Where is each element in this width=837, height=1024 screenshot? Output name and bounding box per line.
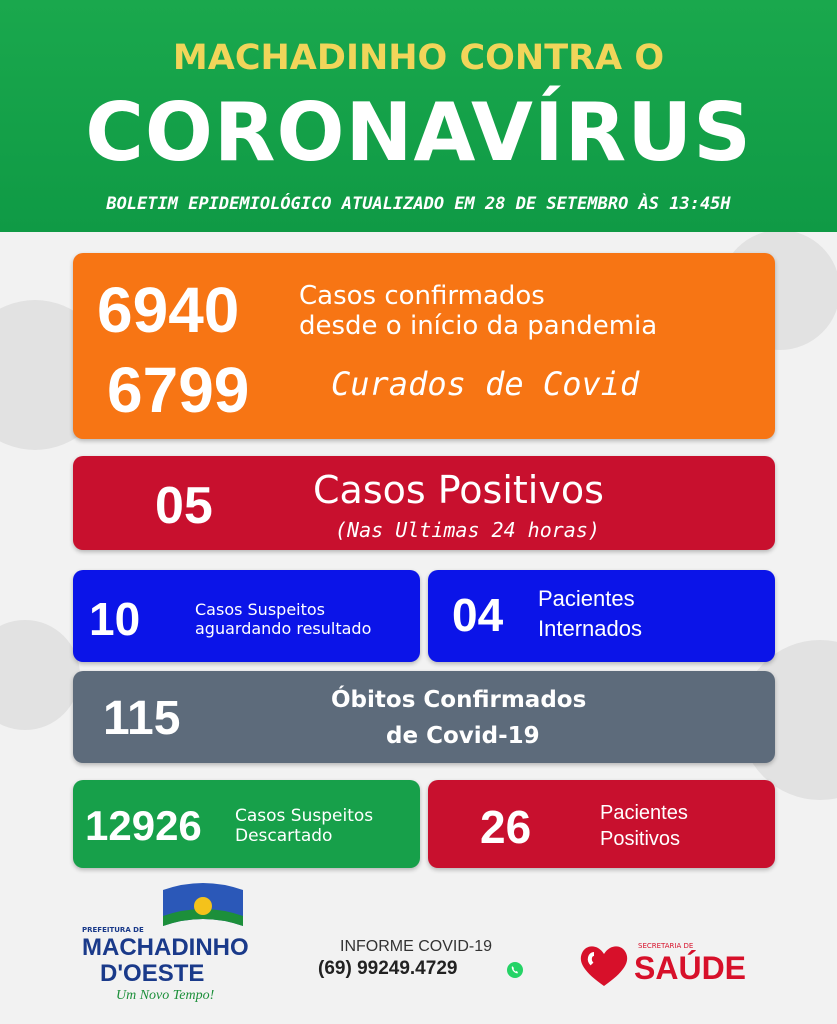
discarded-label-2: Descartado xyxy=(235,826,333,846)
deaths-label-2: de Covid-19 xyxy=(386,723,540,749)
cured-count: 6799 xyxy=(107,354,250,426)
positive-count: 05 xyxy=(155,477,213,535)
discarded-card xyxy=(73,780,420,868)
health-label: SAÚDE xyxy=(634,950,747,986)
confirmed-label-2: desde o início da pandemia xyxy=(299,311,658,341)
suspected-count: 10 xyxy=(89,593,141,645)
confirmed-count: 6940 xyxy=(97,274,240,346)
discarded-count: 12926 xyxy=(85,802,202,849)
heart-icon xyxy=(578,942,630,988)
positive-patients-label-1: Pacientes xyxy=(600,802,688,824)
deaths-label-1: Óbitos Confirmados xyxy=(331,687,587,713)
phone-number[interactable]: (69) 99249.4729 xyxy=(318,958,458,979)
logo-line2: D'OESTE xyxy=(100,960,205,987)
positive-patients-card xyxy=(428,780,775,868)
header-title: CORONAVÍRUS xyxy=(85,86,752,179)
header-subtitle: MACHADINHO CONTRA O xyxy=(172,38,665,78)
municipality-logo xyxy=(78,880,268,1010)
info-label: INFORME COVID-19 xyxy=(340,938,493,955)
logo-line1: MACHADINHO xyxy=(82,934,249,961)
confirmed-label-1: Casos confirmados xyxy=(299,281,545,311)
whatsapp-icon[interactable] xyxy=(506,961,524,979)
suspected-label-2: aguardando resultado xyxy=(195,619,372,638)
health-prefix: SECRETARIA DE xyxy=(638,942,694,950)
health-dept-logo xyxy=(578,940,778,990)
bulletin-date: BOLETIM EPIDEMIOLÓGICO ATUALIZADO EM 28 DE SETEMBRO ÀS 13:45H xyxy=(106,194,731,214)
suspected-label-1: Casos Suspeitos xyxy=(195,600,325,619)
discarded-label-1: Casos Suspeitos xyxy=(235,806,374,826)
header-banner xyxy=(0,0,837,232)
deaths-card xyxy=(73,671,775,763)
logo-slogan: Um Novo Tempo! xyxy=(116,988,215,1003)
deaths-count: 115 xyxy=(103,692,181,745)
hospitalized-count: 04 xyxy=(452,589,504,641)
hospitalized-card xyxy=(428,570,775,662)
positive-sublabel: (Nas Ultimas 24 horas) xyxy=(335,518,600,542)
suspected-card xyxy=(73,570,420,662)
confirmed-cured-card xyxy=(73,253,775,439)
logo-prefix: PREFEITURA DE xyxy=(82,926,144,934)
hospitalized-label-1: Pacientes xyxy=(538,586,635,611)
contact-info xyxy=(312,938,532,988)
positive-label: Casos Positivos xyxy=(313,468,604,512)
positive-patients-count: 26 xyxy=(480,801,532,853)
cured-label: Curados de Covid xyxy=(331,365,640,403)
hospitalized-label-2: Internados xyxy=(538,616,642,641)
flag-logo-icon xyxy=(158,880,248,936)
positive-24h-card xyxy=(73,456,775,550)
virus-icon xyxy=(0,620,80,730)
positive-patients-label-2: Positivos xyxy=(600,828,681,850)
